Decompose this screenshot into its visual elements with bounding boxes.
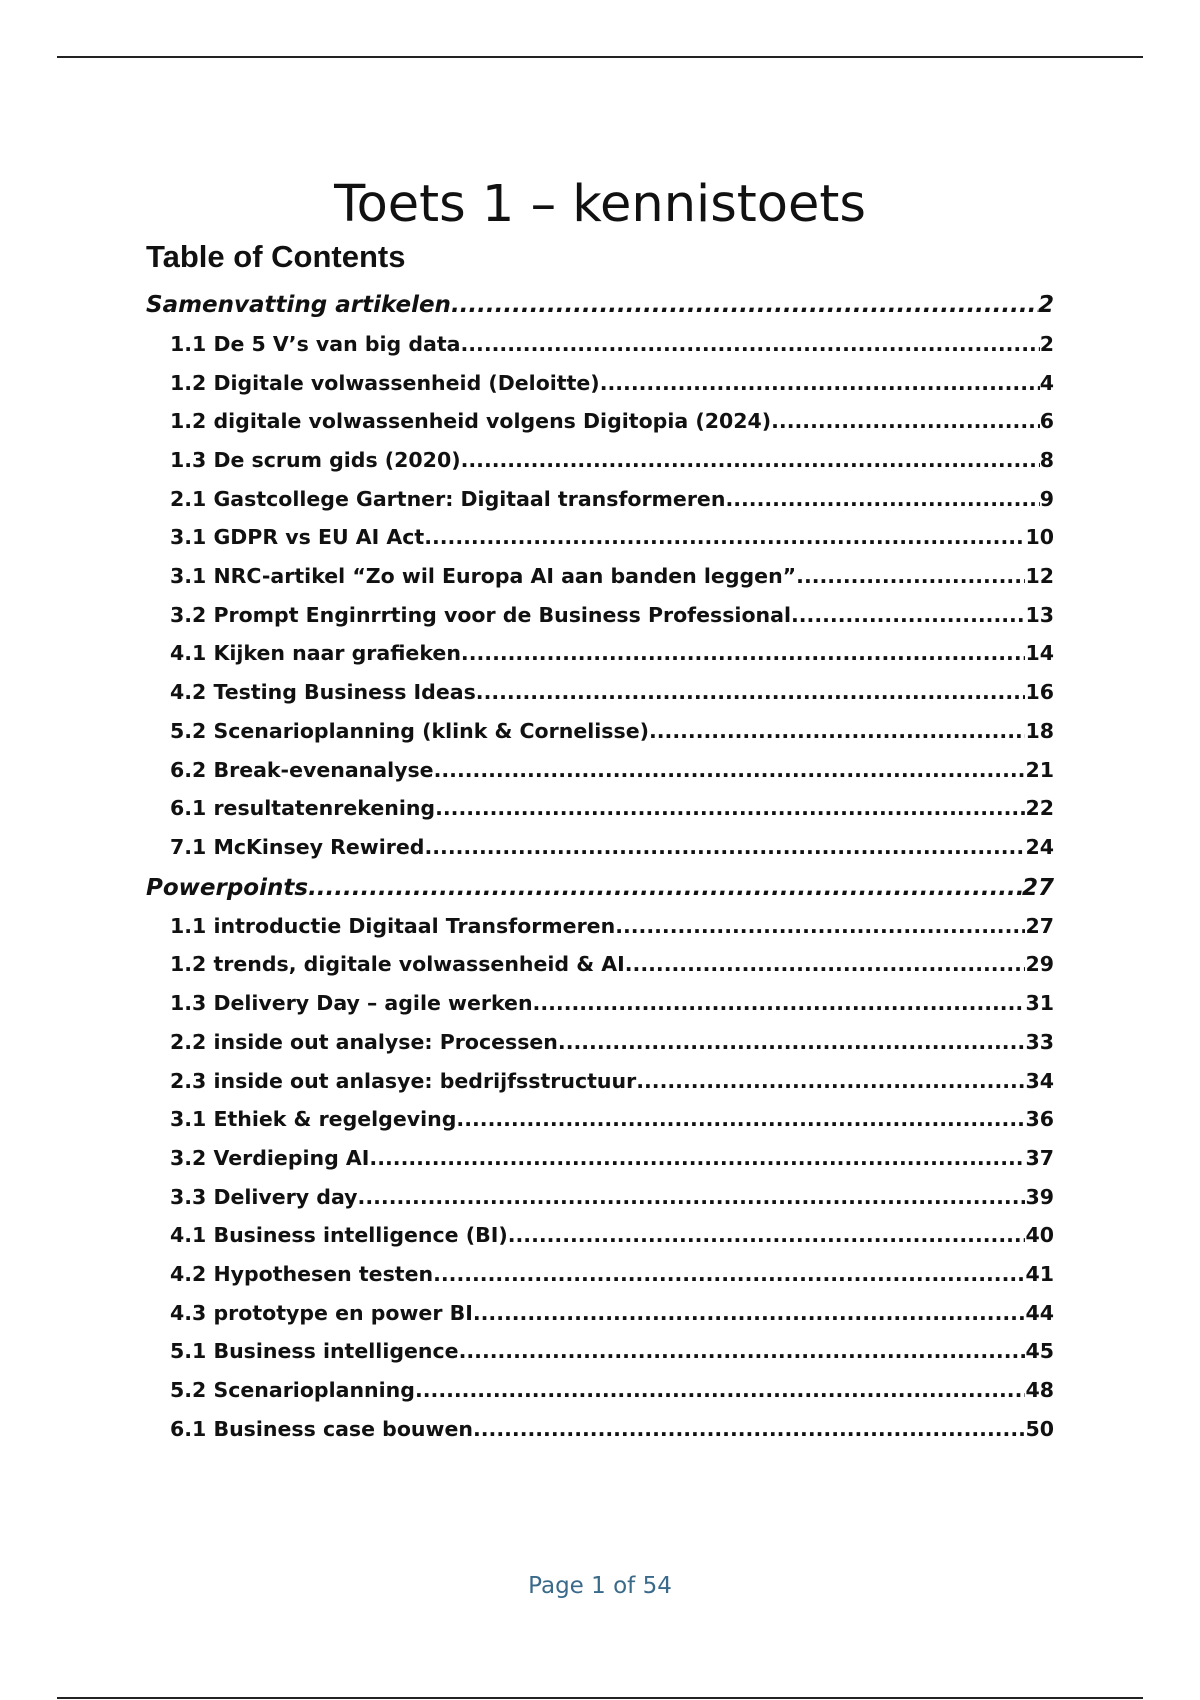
toc-entry-label: 3.2 Prompt Enginrrting voor de Business Professional	[170, 603, 791, 627]
toc-entry-page-number: 10	[1025, 525, 1054, 549]
toc-entry-label: 2.3 inside out anlasye: bedrijfsstructuur	[170, 1069, 637, 1093]
toc-entry-page-number: 4	[1039, 371, 1054, 395]
toc-entry-label: 2.1 Gastcollege Gartner: Digitaal transformeren	[170, 487, 726, 511]
dot-leader	[636, 1065, 1025, 1097]
toc-entry-page-number: 27	[1021, 875, 1054, 901]
dot-leader	[791, 599, 1025, 631]
toc-entry-label: 4.2 Testing Business Ideas	[170, 680, 476, 704]
toc-entry-page-number: 2	[1039, 332, 1054, 356]
toc-entry-page-number: 37	[1025, 1146, 1054, 1170]
dot-leader	[725, 483, 1039, 515]
toc-entry-link[interactable]	[170, 987, 1054, 1019]
toc-entry-link[interactable]	[170, 754, 1054, 786]
toc-entry-link[interactable]	[170, 521, 1054, 553]
toc-entry-label: 5.1 Business intelligence	[170, 1339, 459, 1363]
toc-entry-label: 7.1 McKinsey Rewired	[170, 835, 425, 859]
toc-entry-link[interactable]	[170, 1413, 1054, 1445]
toc-entry-link[interactable]	[170, 910, 1054, 942]
page-indicator: Page 1 of 54	[528, 1573, 672, 1599]
toc-entry-link[interactable]	[170, 1258, 1054, 1290]
toc-entry-link[interactable]	[170, 328, 1054, 360]
dot-leader	[461, 444, 1040, 476]
toc-entry-label: 4.2 Hypothesen testen	[170, 1262, 434, 1286]
dot-leader	[308, 871, 1022, 905]
toc-entry-link[interactable]	[170, 1374, 1054, 1406]
toc-entry-label: 4.1 Business intelligence (BI)	[170, 1223, 508, 1247]
toc-entry-page-number: 29	[1025, 952, 1054, 976]
toc-entry-label: 5.2 Scenarioplanning (klink & Cornelisse)	[170, 719, 649, 743]
toc-entry-label: 1.2 digitale volwassenheid volgens Digitopia (2024)	[170, 409, 772, 433]
dot-leader	[649, 715, 1025, 747]
dot-leader	[615, 910, 1025, 942]
toc-entry-page-number: 21	[1025, 758, 1054, 782]
dot-leader	[625, 948, 1026, 980]
toc-heading: Table of Contents	[146, 239, 406, 274]
toc-entry-link[interactable]	[170, 1065, 1054, 1097]
footer-rule	[57, 1697, 1143, 1699]
dot-leader	[415, 1374, 1026, 1406]
toc-entry-link[interactable]	[170, 1181, 1054, 1213]
toc-entry-link[interactable]	[170, 676, 1054, 708]
dot-leader	[461, 637, 1026, 669]
toc-entry-page-number: 31	[1025, 991, 1054, 1015]
dot-leader	[424, 831, 1025, 863]
toc-entry-link[interactable]	[170, 1335, 1054, 1367]
toc-entry-label: 1.1 De 5 V’s van big data	[170, 332, 461, 356]
toc-entry-page-number: 48	[1025, 1378, 1054, 1402]
toc-entry-link[interactable]	[170, 637, 1054, 669]
dot-leader	[533, 987, 1026, 1019]
toc-entry-label: 6.1 resultatenrekening	[170, 796, 436, 820]
dot-leader	[433, 1258, 1025, 1290]
toc-entry-link[interactable]	[170, 948, 1054, 980]
toc-entry-label: 1.1 introductie Digitaal Transformeren	[170, 914, 616, 938]
toc-entry-label: 2.2 inside out analyse: Processen	[170, 1030, 558, 1054]
toc-entry-page-number: 45	[1025, 1339, 1054, 1363]
dot-leader	[558, 1026, 1026, 1058]
toc-entry-label: 4.1 Kijken naar grafieken	[170, 641, 461, 665]
dot-leader	[434, 754, 1026, 786]
dot-leader	[459, 1335, 1026, 1367]
toc-entry-page-number: 6	[1039, 409, 1054, 433]
dot-leader	[771, 405, 1040, 437]
toc-entry-link[interactable]	[170, 1219, 1054, 1251]
toc-entry-page-number: 9	[1039, 487, 1054, 511]
toc-entry-page-number: 8	[1039, 448, 1054, 472]
toc-entry-link[interactable]	[170, 715, 1054, 747]
dot-leader	[473, 1297, 1026, 1329]
toc-entry-page-number: 12	[1025, 564, 1054, 588]
header-rule	[57, 56, 1143, 58]
toc-entry-label: 1.2 trends, digitale volwassenheid & AI	[170, 952, 625, 976]
toc-entry-page-number: 2	[1037, 292, 1054, 318]
toc-entry-link[interactable]	[170, 1297, 1054, 1329]
toc-entry-label: 3.1 NRC-artikel “Zo wil Europa AI aan banden leggen”	[170, 564, 797, 588]
toc-entry-link[interactable]	[170, 1103, 1054, 1135]
toc-section-link[interactable]	[146, 288, 1054, 322]
toc-entry-page-number: 33	[1025, 1030, 1054, 1054]
toc-entry-label: Samenvatting artikelen	[146, 292, 451, 318]
toc-entry-page-number: 27	[1025, 914, 1054, 938]
toc-entry-page-number: 39	[1025, 1185, 1054, 1209]
toc-entry-link[interactable]	[170, 483, 1054, 515]
toc-entry-page-number: 14	[1025, 641, 1054, 665]
dot-leader	[451, 288, 1038, 322]
toc-entry-label: 3.2 Verdieping AI	[170, 1146, 370, 1170]
dot-leader	[369, 1142, 1025, 1174]
toc-entry-label: 6.1 Business case bouwen	[170, 1417, 473, 1441]
dot-leader	[508, 1219, 1026, 1251]
toc-entry-label: 1.3 Delivery Day – agile werken	[170, 991, 533, 1015]
dot-leader	[435, 792, 1025, 824]
toc-entry-page-number: 22	[1025, 796, 1054, 820]
dot-leader	[456, 1103, 1025, 1135]
toc-entry-page-number: 34	[1025, 1069, 1054, 1093]
dot-leader	[460, 328, 1039, 360]
toc-entry-page-number: 24	[1025, 835, 1054, 859]
toc-entry-link[interactable]	[170, 792, 1054, 824]
document-title: Toets 1 – kennistoets	[334, 175, 866, 235]
toc-entry-page-number: 13	[1025, 603, 1054, 627]
toc-entry-link[interactable]	[170, 599, 1054, 631]
toc-entry-link[interactable]	[170, 367, 1054, 399]
toc-entry-label: 6.2 Break-evenanalyse	[170, 758, 434, 782]
dot-leader	[796, 560, 1025, 592]
toc-entry-label: 1.3 De scrum gids (2020)	[170, 448, 461, 472]
toc-entry-label: 1.2 Digitale volwassenheid (Deloitte)	[170, 371, 600, 395]
toc-entry-label: 5.2 Scenarioplanning	[170, 1378, 415, 1402]
toc-entry-label: 4.3 prototype en power BI	[170, 1301, 473, 1325]
toc-entry-link[interactable]	[170, 831, 1054, 863]
dot-leader	[476, 676, 1026, 708]
toc-entry-label: 3.1 Ethiek & regelgeving	[170, 1107, 457, 1131]
toc-entry-link[interactable]	[170, 560, 1054, 592]
toc-entry-link[interactable]	[170, 405, 1054, 437]
toc-entry-page-number: 50	[1025, 1417, 1054, 1441]
toc-entry-page-number: 44	[1025, 1301, 1054, 1325]
dot-leader	[424, 521, 1025, 553]
dot-leader	[600, 367, 1040, 399]
toc-entry-link[interactable]	[170, 1026, 1054, 1058]
dot-leader	[358, 1181, 1026, 1213]
toc-entry-page-number: 18	[1025, 719, 1054, 743]
toc-section-link[interactable]	[146, 871, 1054, 905]
toc-entry-page-number: 41	[1025, 1262, 1054, 1286]
toc-entry-label: 3.3 Delivery day	[170, 1185, 358, 1209]
toc-entry-label: 3.1 GDPR vs EU AI Act	[170, 525, 425, 549]
toc-entry-link[interactable]	[170, 444, 1054, 476]
toc-entry-page-number: 36	[1025, 1107, 1054, 1131]
toc-entry-link[interactable]	[170, 1142, 1054, 1174]
dot-leader	[473, 1413, 1026, 1445]
toc-entry-label: Powerpoints	[146, 875, 309, 901]
toc-entry-page-number: 40	[1025, 1223, 1054, 1247]
toc-entry-page-number: 16	[1025, 680, 1054, 704]
